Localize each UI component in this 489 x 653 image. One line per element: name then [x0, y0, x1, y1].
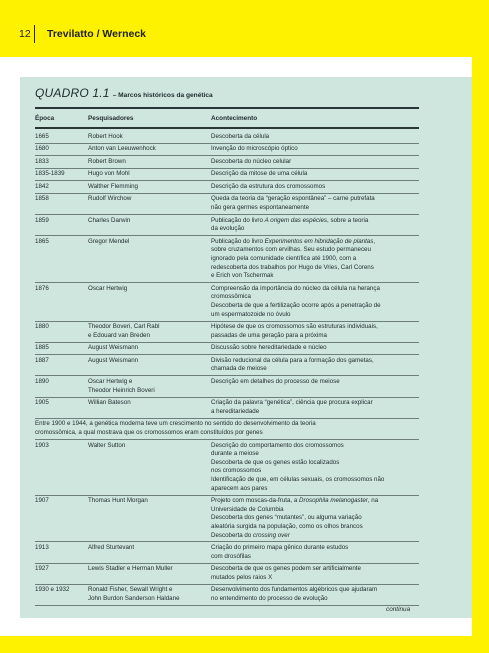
cell-pesquisadores: Charles Darwin	[88, 216, 131, 224]
cell-pesquisadores: Hugo von Mohl	[88, 170, 130, 178]
cell-epoca: 1913	[35, 544, 49, 552]
column-header-pesquisadores: Pesquisadores	[88, 115, 134, 122]
cell-pesquisadores: Thomas Hunt Morgan	[88, 497, 148, 505]
cell-epoca: 1903	[35, 441, 49, 449]
cell-acontecimento: Criação da palavra “genética”, ciência que procura explicar a hereditariedade	[211, 399, 373, 415]
table-row	[35, 585, 419, 606]
cell-pesquisadores: Robert Hook	[88, 132, 123, 140]
cell-acontecimento: Descrição da mitose de uma célula	[211, 170, 308, 178]
cell-epoca: 1835-1839	[35, 170, 65, 178]
cell-epoca: 1907	[35, 497, 49, 505]
column-header-epoca: Época	[35, 115, 55, 122]
table-top-rule	[35, 107, 419, 109]
table-row	[35, 376, 419, 397]
cell-pesquisadores: Robert Brown	[88, 157, 126, 165]
table-row	[35, 181, 419, 194]
table-row	[35, 343, 419, 356]
cell-pesquisadores: Rudolf Wirchow	[88, 195, 132, 203]
cell-pesquisadores: Alfred Sturtevant	[88, 544, 135, 552]
cell-acontecimento: Descrição do comportamento dos cromossomos durante a meiose Descoberta de que os genes estão localizados nos cromossomos Identificação de que, em células sexuais, os cromossomos não aparecem aos pares	[211, 441, 385, 492]
table-row	[35, 440, 419, 496]
table-label: QUADRO 1.1	[35, 86, 110, 100]
table-row	[35, 283, 419, 321]
cell-epoca: 1930 e 1932	[35, 586, 70, 594]
table-row	[35, 215, 419, 236]
cell-acontecimento: Divisão reducional da célula para a formação dos gametas, chamada de meiose	[211, 356, 374, 373]
cell-epoca: 1680	[35, 145, 49, 153]
cell-epoca: 1905	[35, 399, 49, 407]
cell-pesquisadores: August Weismann	[88, 344, 139, 352]
column-header-acontecimento: Acontecimento	[211, 115, 258, 122]
cell-epoca: 1833	[35, 157, 49, 165]
table-note-row: Entre 1900 e 1944, a genética moderna teve um crescimento no sentido do desenvolvimento da teoria cromossômica, a qual mostrava que os cromossomos eram constituídos por genes	[35, 419, 419, 440]
cell-epoca: 1842	[35, 182, 49, 190]
cell-acontecimento: Queda da teoria da “geração espontânea” – carne putrefata não gera germes espontaneamente	[211, 195, 375, 212]
yellow-frame-right	[472, 0, 489, 653]
cell-acontecimento: Desenvolvimento dos fundamentos algébricos que ajudaram no entendimento do processo de evolução	[211, 586, 378, 603]
table-header-rule	[35, 127, 419, 129]
page-number: 12	[19, 28, 31, 40]
table-row	[35, 564, 419, 585]
table-row	[35, 236, 419, 283]
cell-acontecimento: Publicação do livro Experimentos em hibridação de plantas, sobre cruzamentos com ervilhas. Seu estudo permaneceu ignorado pela comunidade científica até 1900, com a redescoberta dos trabalhos por Hugo de Vries, Carl Corens e Erich von Tschermak	[211, 237, 376, 280]
cell-pesquisadores: Gregor Mendel	[88, 237, 130, 245]
continued-label: continua	[386, 606, 411, 613]
table-row	[35, 542, 419, 563]
table-row	[35, 194, 419, 215]
table-row	[35, 131, 419, 144]
cell-acontecimento: Hipótese de que os cromossomos são estruturas individuais, passadas de uma geração para a próxima	[211, 323, 378, 339]
cell-pesquisadores: Theodor Boveri, Carl Rabl e Edouard van Breden	[88, 323, 160, 339]
cell-pesquisadores: August Weismann	[88, 356, 139, 364]
cell-acontecimento: Publicação do livro A origem das espécies, sobre a teoria da evolução	[211, 216, 369, 233]
cell-epoca: 1665	[35, 132, 49, 140]
table-row	[35, 496, 419, 543]
table-body	[35, 131, 419, 606]
cell-pesquisadores: Walter Sutton	[88, 441, 126, 449]
cell-pesquisadores: Willian Bateson	[88, 399, 131, 407]
cell-acontecimento: Descoberta do núcleo celular	[211, 157, 292, 165]
cell-epoca: 1890	[35, 378, 49, 386]
cell-acontecimento: Descoberta da célula	[211, 132, 270, 140]
cell-pesquisadores: Oscar Hertwig	[88, 284, 128, 292]
cell-acontecimento: Descrição da estrutura dos cromossomos	[211, 182, 326, 190]
cell-epoca: 1865	[35, 237, 49, 245]
cell-acontecimento: Invenção do microscópio óptico	[211, 145, 298, 153]
cell-acontecimento: Projeto com moscas-da-fruta, a Drosophila melanogaster, na Universidade de Columbia Descoberta dos genes “mutantes”, ou alguma variação aleatória surgida na população, como os olhos brancos Descoberta do crossing over	[211, 497, 379, 539]
cell-epoca: 1885	[35, 344, 49, 352]
cell-epoca: 1887	[35, 356, 49, 364]
cell-pesquisadores: Walther Flemming	[88, 182, 138, 190]
table-row	[35, 156, 419, 169]
cell-acontecimento: Descoberta de que os genes podem ser artificialmente mutados pelos raios X	[211, 565, 361, 581]
running-title: Trevilatto / Werneck	[47, 28, 147, 40]
yellow-frame-bottom	[0, 636, 489, 653]
cell-acontecimento: Criação do primeiro mapa gênico durante estudos com drosófilas	[211, 544, 349, 560]
table-row	[35, 169, 419, 182]
cell-acontecimento: Discussão sobre hereditariedade e núcleo	[211, 344, 327, 352]
cell-pesquisadores: Anton van Leeuwenhock	[88, 145, 156, 153]
cell-epoca: 1859	[35, 216, 49, 224]
cell-pesquisadores: Ronald Fisher, Sewall Wright e John Burdon Sanderson Haldane	[88, 586, 180, 603]
cell-pesquisadores: Oscar Hertwig e Theodor Heinrich Boveri	[88, 378, 155, 394]
table-row	[35, 322, 419, 343]
cell-acontecimento: Compreensão da importância do núcleo da célula na herança cromossômica Descoberta de que a fertilização ocorre após a penetração de um espermatozoide no óvulo	[211, 284, 381, 318]
table-subtitle: – Marcos históricos da genética	[112, 92, 213, 99]
cell-epoca: 1876	[35, 284, 49, 292]
table-title	[35, 86, 425, 100]
cell-pesquisadores: Lewis Stadler e Herman Muller	[88, 565, 173, 573]
table-row	[35, 355, 419, 376]
page-header	[0, 0, 489, 57]
cell-epoca: 1880	[35, 323, 49, 331]
cell-acontecimento: Descrição em detalhes do processo de meiose	[211, 378, 340, 386]
cell-epoca: 1927	[35, 565, 49, 573]
table-row	[35, 144, 419, 157]
table-row	[35, 398, 419, 419]
cell-epoca: 1858	[35, 195, 49, 203]
